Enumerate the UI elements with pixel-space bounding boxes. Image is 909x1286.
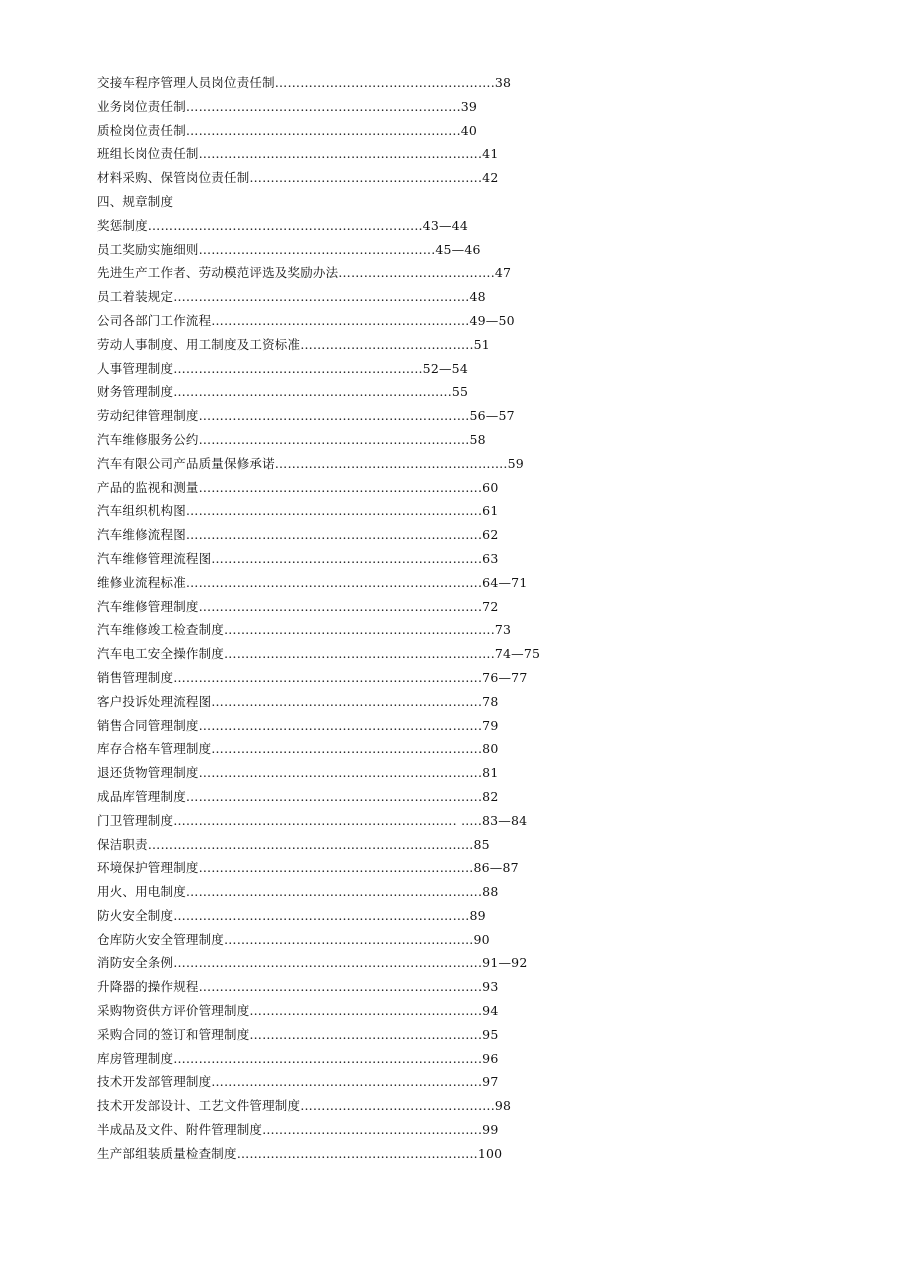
toc-entry: 汽车维修服务公约……………………………………………………….58 bbox=[97, 431, 486, 447]
toc-entry: 产品的监视和测量………………………………………………………….60 bbox=[97, 479, 499, 495]
toc-entry: 汽车组织机构图…………………………………………………………….61 bbox=[97, 503, 499, 519]
toc-entry: 汽车维修管理制度………………………………………………………….72 bbox=[97, 598, 499, 614]
toc-entry: 采购物资供方评价管理制度……………………………………………….94 bbox=[97, 1003, 499, 1019]
toc-entry: 消防安全条例……………………………………………………………….91—92 bbox=[97, 955, 528, 971]
toc-entry: 员工奖励实施细则………………………..……………………...45—46 bbox=[97, 241, 481, 257]
toc-entry: 成品库管理制度…………………………………………………………….82 bbox=[97, 788, 499, 804]
toc-entry: 先进生产工作者、劳动模范评选及奖励办法……………………………….47 bbox=[97, 265, 512, 281]
toc-entry: 保洁职责………………………………………..………………………...85 bbox=[97, 836, 490, 852]
toc-entry: 退还货物管理制度………………………………………………………….81 bbox=[97, 765, 499, 781]
toc-entry: 用火、用电制度…………………………………………………………….88 bbox=[97, 884, 499, 900]
toc-entry: 汽车维修竣工检查制度……………………………………………………….73 bbox=[97, 622, 512, 638]
toc-entry: 劳动纪律管理制度……………………………………………………….56—57 bbox=[97, 408, 515, 424]
toc-entry: 技术开发部设计、工艺文件管理制度……………………………………….98 bbox=[97, 1098, 512, 1114]
toc-entry: 汽车维修管理流程图……………………………………………………….63 bbox=[97, 550, 499, 566]
toc-entry: 汽车电工安全操作制度……………………………………………………….74—75 bbox=[97, 646, 541, 662]
toc-entry: 半成品及文件、附件管理制度…………………………………………….99 bbox=[97, 1122, 499, 1138]
toc-entry: 防火安全制度…………………………………………………………….89 bbox=[97, 907, 486, 923]
toc-entry: 人事管理制度…………………………………..……………...52—54 bbox=[97, 360, 468, 376]
toc-entry: 材料采购、保管岗位责任制……………………………………………….42 bbox=[97, 170, 499, 186]
toc-entry: 公司各部门工作流程…………………………………………………….49—50 bbox=[97, 312, 515, 328]
toc-entry: 采购合同的签订和管理制度……………………………………………….95 bbox=[97, 1026, 499, 1042]
toc-entry: 汽车有限公司产品质量保修承诺……………………………………………….59 bbox=[97, 455, 524, 471]
toc-entry: 劳动人事制度、用工制度及工资标准…………………………………..51 bbox=[97, 336, 490, 352]
toc-entry: 升降器的操作规程………………………………………………………….93 bbox=[97, 979, 499, 995]
toc-entry: 客户投诉处理流程图……………………………………………………….78 bbox=[97, 693, 499, 709]
toc-entry: 财务管理制度…………………………………..……………..........55 bbox=[97, 384, 469, 400]
toc-entry: 销售管理制度……………………………………………………………….76—77 bbox=[97, 669, 528, 685]
toc-entry: 班组长岗位责任制………………………………………………………….41 bbox=[97, 146, 499, 162]
toc-entry: 门卫管理制度…………………………………………………………. …..83—84 bbox=[97, 812, 528, 828]
toc-entry: 库房管理制度……………………………………………………………….96 bbox=[97, 1050, 499, 1066]
toc-entry: 技术开发部管理制度……………………………………………………….97 bbox=[97, 1074, 499, 1090]
toc-entry: 销售合同管理制度………………………………………………………….79 bbox=[97, 717, 499, 733]
table-of-contents bbox=[97, 71, 877, 1166]
toc-entry: 交接车程序管理人员岗位责任制…………………………………………….38 bbox=[97, 75, 512, 90]
section-heading: 四、规章制度 bbox=[97, 193, 174, 209]
toc-entry: 环境保护管理制度……………………………………………...………..86—87 bbox=[97, 860, 519, 876]
toc-entry: 奖惩制度…………………………………………..…………...43—44 bbox=[97, 217, 468, 233]
toc-entry: 库存合格车管理制度……………………………………………………….80 bbox=[97, 741, 499, 757]
toc-entry: 维修业流程标准…………………………………………………………….64—71 bbox=[97, 574, 528, 590]
toc-entry: 业务岗位责任制………………………………………..……………...39 bbox=[97, 98, 478, 114]
toc-entry: 生产部组装质量检查制度………………………………………………...100 bbox=[97, 1145, 503, 1161]
toc-entry: 汽车维修流程图…………………………………………………………….62 bbox=[97, 527, 499, 543]
toc-entry: 员工着装规定…………………………………………………………….48 bbox=[97, 289, 486, 305]
toc-entry: 质检岗位责任制………………………………………..……………...40 bbox=[97, 122, 478, 138]
toc-entry: 仓库防火安全管理制度………..………………………………………...90 bbox=[97, 931, 490, 947]
